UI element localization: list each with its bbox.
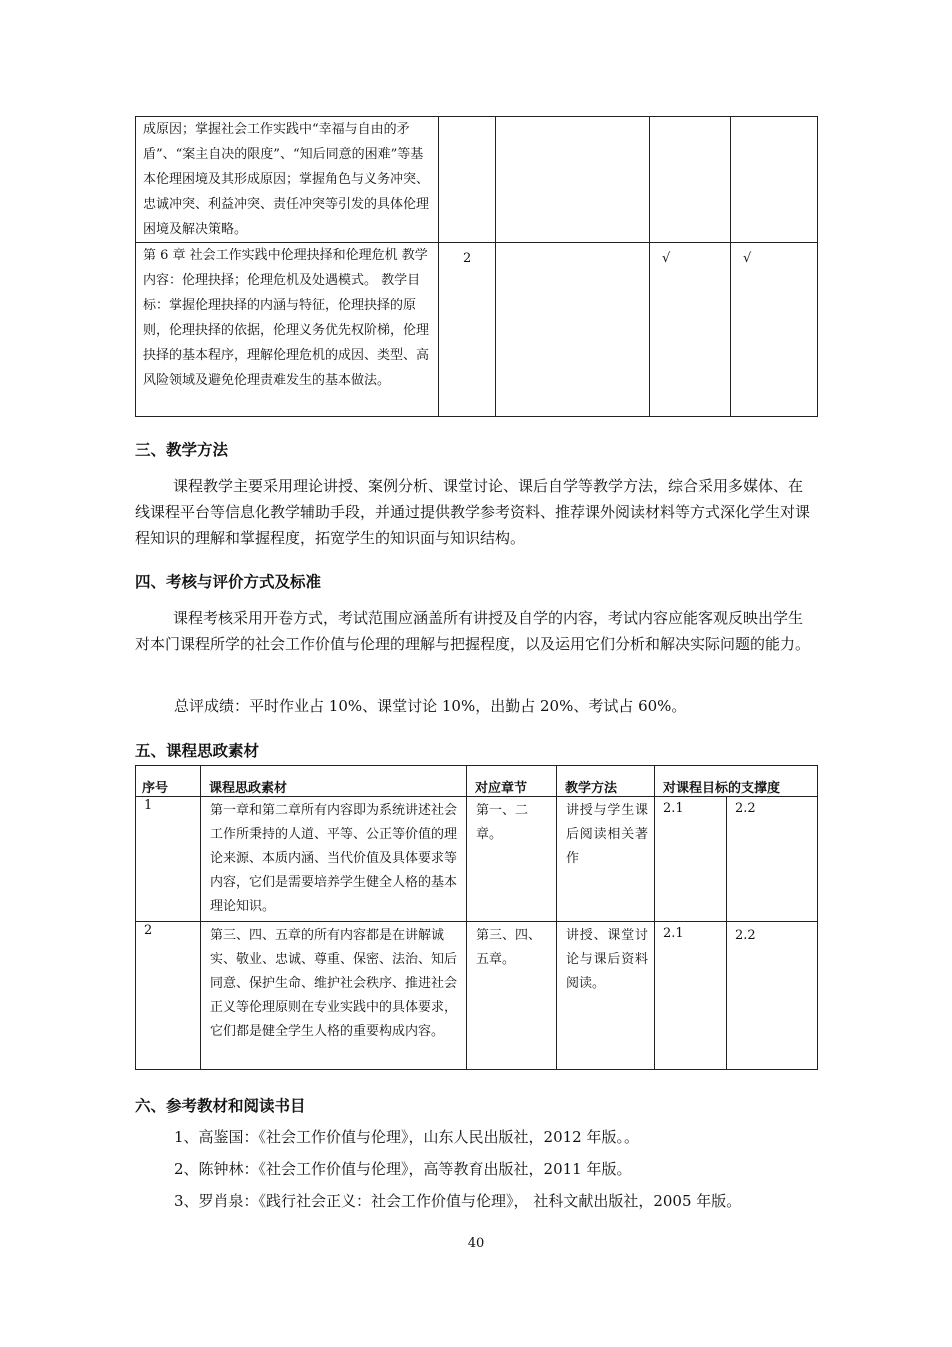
support-cell: 2.2 xyxy=(727,922,818,1070)
table-row xyxy=(136,243,818,417)
support-cell: 2.2 xyxy=(727,797,818,922)
reference-item: 3、罗肖泉：《践行社会正义：社会工作价值与伦理》， 社科文献出版社，2005 年版。 xyxy=(174,1192,742,1210)
course-content-table xyxy=(135,116,818,417)
ideological-material-table xyxy=(135,765,818,1070)
chapter-hours: 2 xyxy=(439,243,496,417)
section-paragraph: 课程考核采用开卷方式，考试范围应涵盖所有讲授及自学的内容，考试内容应能客观反映出学生对本门课程所学的社会工作价值与伦理的理解与把握程度，以及运用它们分析和解决实际问题的能力。 xyxy=(135,609,811,653)
section-heading: 六、参考教材和阅读书目 xyxy=(135,1097,306,1115)
chapter-description: 第 6 章 社会工作实践中伦理抉择和伦理危机 教学内容：伦理抉择；伦理危机及处遇模式。 教学目标：掌握伦理抉择的内涵与特征，伦理抉择的原则，伦理抉择的依据，伦理义务优先权阶梯，伦理抉择的基本程序，理解伦理危机的成因、类型、高风险领域及避免伦理责难发生的基本做法。 xyxy=(136,243,439,417)
table-row xyxy=(136,922,818,1070)
section-paragraph: 课程教学主要采用理论讲授、案例分析、课堂讨论、课后自学等教学方法，综合采用多媒体、在线课程平台等信息化教学辅助手段，并通过提供教学参考资料、推荐课外阅读材料等方式深化学生对课程知识的理解和掌握程度，拓宽学生的知识面与知识结构。 xyxy=(135,477,811,547)
chapter-hours xyxy=(439,117,496,243)
material-cell: 第三、四、五章的所有内容都是在讲解诚实、敬业、忠诚、尊重、保密、法治、知后同意、保护生命、维护社会秩序、推进社会正义等伦理原则在专业实践中的具体要求，它们都是健全学生人格的重要构成内容。 xyxy=(201,922,467,1070)
chapter-description: 成原因；掌握社会工作实践中“幸福与自由的矛盾”、“案主自决的限度”、“知后同意的困难”等基本伦理困境及其形成原因；掌握角色与义务冲突、忠诚冲突、利益冲突、责任冲突等引发的具体伦理困境及解决策略。 xyxy=(136,117,439,243)
check-mark: √ xyxy=(650,243,731,417)
objective-cell xyxy=(496,243,650,417)
table-header-row xyxy=(136,766,818,797)
table-row xyxy=(136,117,818,243)
method-cell: 讲授、课堂讨论与课后资料阅读。 xyxy=(557,922,655,1070)
check-mark: √ xyxy=(731,243,818,417)
page-number: 40 xyxy=(467,1236,485,1251)
section-heading: 四、考核与评价方式及标准 xyxy=(135,573,322,591)
objective-cell xyxy=(496,117,650,243)
column-header: 序号 xyxy=(136,766,201,797)
objective-cell xyxy=(731,117,818,243)
row-number: 1 xyxy=(136,797,201,922)
reference-item: 1、高鉴国：《社会工作价值与伦理》，山东人民出版社，2012 年版。。 xyxy=(174,1128,639,1146)
column-header: 对应章节 xyxy=(467,766,557,797)
support-cell: 2.1 xyxy=(655,922,727,1070)
grading-line: 总评成绩：平时作业占 10%、课堂讨论 10%，出勤占 20%、考试占 60%。 xyxy=(174,697,687,715)
column-header: 对课程目标的支撑度 xyxy=(655,766,818,797)
column-header: 教学方法 xyxy=(557,766,655,797)
method-cell: 讲授与学生课后阅读相关著作 xyxy=(557,797,655,922)
section-heading: 五、课程思政素材 xyxy=(135,742,260,760)
support-cell: 2.1 xyxy=(655,797,727,922)
table-row xyxy=(136,797,818,922)
material-cell: 第一章和第二章所有内容即为系统讲述社会工作所秉持的人道、平等、公正等价值的理论来源、本质内涵、当代价值及具体要求等内容，它们是需要培养学生健全人格的基本理论知识。 xyxy=(201,797,467,922)
row-number: 2 xyxy=(136,922,201,1070)
chapter-cell: 第一、二章。 xyxy=(467,797,557,922)
section-heading: 三、教学方法 xyxy=(135,441,229,459)
reference-item: 2、陈钟林：《社会工作价值与伦理》，高等教育出版社，2011 年版。 xyxy=(174,1160,632,1178)
column-header: 课程思政素材 xyxy=(201,766,467,797)
chapter-cell: 第三、四、五章。 xyxy=(467,922,557,1070)
objective-cell xyxy=(650,117,731,243)
